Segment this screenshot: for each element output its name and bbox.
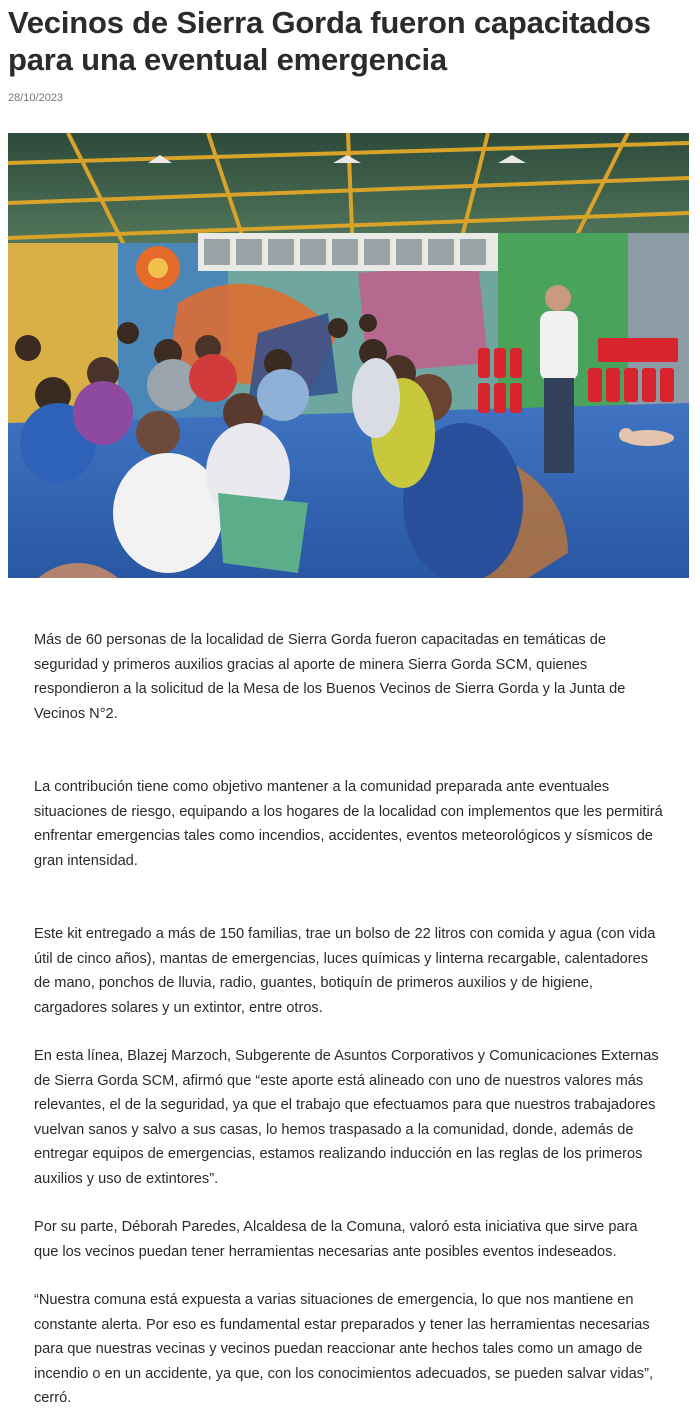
paragraph: Más de 60 personas de la localidad de Sierra Gorda fueron capacitadas en temáticas de seguridad y primeros auxilios gracias al aporte de minera Sierra Gorda SCM, quienes respondieron a la solicitud de la Mesa de los Buenos Vecinos de Sierra Gorda y la Junta de Vecinos N°2.	[34, 632, 626, 722]
paragraph: La contribución tiene como objetivo mantener a la comunidad preparada ante eventuales situaciones de riesgo, equipando a los hogares de la localidad con implementos que les permitirá enfrentar emergencias tales como incendios, accidentes, eventos meteorológicos y sísmicos de gran intensidad.	[34, 779, 663, 869]
article-photo	[8, 133, 689, 578]
paragraph: En esta línea, Blazej Marzoch, Subgerente de Asuntos Corporativos y Comunicaciones Externas de Sierra Gorda SCM, afirmó que “este aporte está alineado con uno de nuestros valores más relevantes, el de la seguridad, ya que el trabajo que efectuamos para que nuestros trabajadores vuelvan sanos y salvo a sus casas, lo hemos traspasado a la comunidad, donde, además de entregar equipos de emergencias, estamos realizando inducción en las reglas de los primeros auxilios y uso de extintores”.	[34, 1048, 659, 1187]
paragraph: “Nuestra comuna está expuesta a varias situaciones de emergencia, lo que nos mantiene en constante alerta. Por eso es fundamental estar preparados y tener las herramientas necesarias para que nuestras vecinas y vecinos puedan reaccionar ante hechos tales como un amago de incendio o en un accidente, ya que, con los conocimientos adecuados, se pueden salvar vidas”, cerró.	[34, 1292, 654, 1406]
article-date: 28/10/2023	[8, 92, 64, 104]
article-title: Vecinos de Sierra Gorda fueron capacitados para una eventual emergencia	[8, 5, 651, 77]
paragraph: Por su parte, Déborah Paredes, Alcaldesa de la Comuna, valoró esta iniciativa que sirve para que los vecinos puedan tener herramientas necesarias ante posibles eventos indeseados.	[34, 1219, 638, 1260]
paragraph: Este kit entregado a más de 150 familias, trae un bolso de 22 litros con comida y agua (con vida útil de cinco años), mantas de emergencias, luces químicas y linterna recargable, calentadores de mano, ponchos de lluvia, radio, guantes, botiquín de primeros auxilios y de higiene, cargadores solares y un extintor, entre otros.	[34, 926, 656, 1016]
article-body	[34, 628, 664, 1411]
